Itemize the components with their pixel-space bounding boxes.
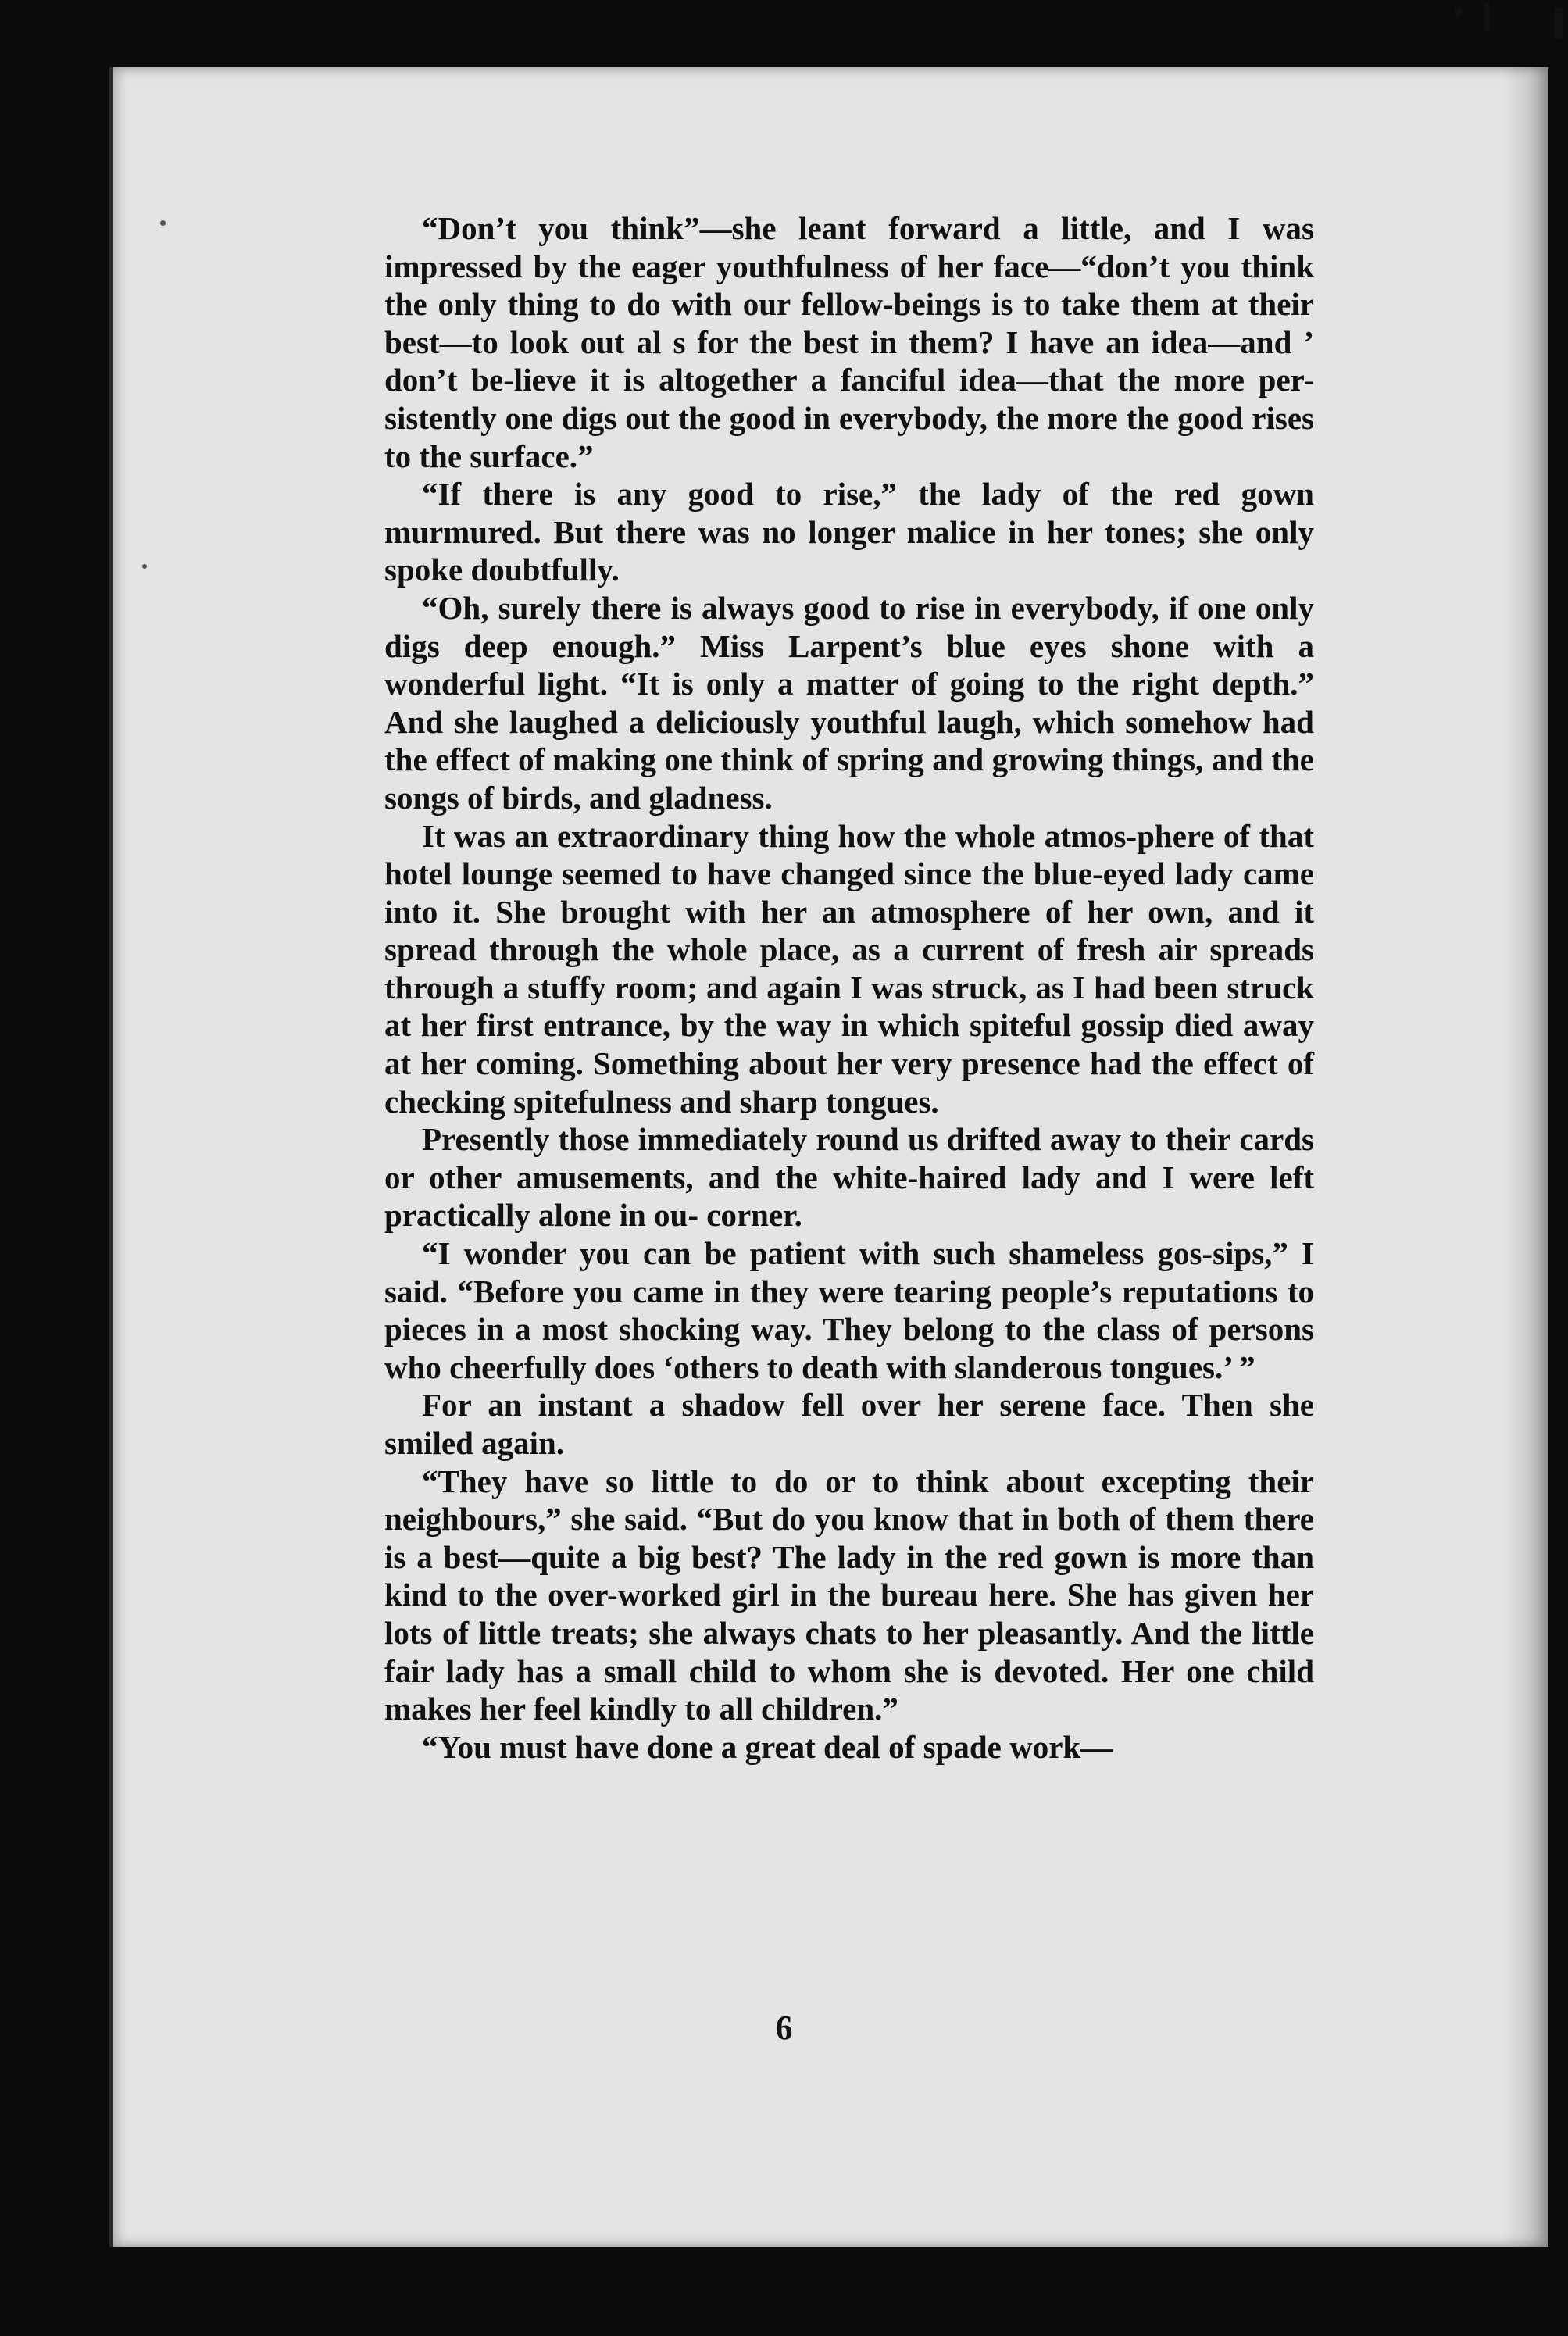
paragraph: “Oh, surely there is always good to rise in everybody, if one only digs deep enough.” Miss Larpent’s blue eyes shone with a wonderful light. “It is only a matter of going to the right depth.” And she laughed a deliciously youthful laugh, which somehow had the effect of making one think of spring and growing things, and the songs of birds, and gladness. — [384, 589, 1314, 816]
paragraph: Presently those immediately round us drifted away to their cards or other amusements, and the white-haired lady and I were left practically alone in ou- corner. — [384, 1121, 1314, 1234]
scan-speck — [1455, 6, 1463, 17]
paragraph: For an instant a shadow fell over her serene face. Then she smiled again. — [384, 1387, 1314, 1461]
scan-speck — [1555, 8, 1563, 39]
scan-speck — [160, 220, 166, 226]
paragraph: “You must have done a great deal of spade work— — [422, 1728, 1113, 1765]
paragraph: “If there is any good to rise,” the lady of the red gown murmured. But there was no longer malice in her tones; she only spoke doubtfully. — [384, 476, 1314, 588]
paragraph: It was an extraordinary thing how the whole atmos-phere of that hotel lounge seemed to have changed since the blue-eyed lady came into it. She brought with her an atmosphere of her own, and it spread through the whole place, as a current of fresh air spreads through a stuffy room; and again I was struck, as I had been struck at her first entrance, by the way in which spiteful gossip died away at her coming. Something about her very presence had the effect of checking spitefulness and sharp tongues. — [384, 817, 1314, 1120]
page-edge-shadow — [1502, 67, 1548, 2247]
page-number: 6 — [775, 2009, 793, 2047]
paragraph: “Don’t you think”—she leant forward a little, and I was impressed by the eager youthfulness of her face—“don’t you think the only thing to do with our fellow-beings is to take them at their best—to look out al s for the best in them? I have an idea—and ’ don’t be-lieve it is altogether a fanciful idea—that the more per-sistently one digs out the good in everybody, the more the good rises to the surface.” — [384, 210, 1314, 474]
scan-speck — [1484, 2, 1489, 33]
paragraph: “They have so little to do or to think about excepting their neighbours,” she said. “But do you know that in both of them there is a best—quite a big best? The lady in the red gown is more than kind to the over-worked girl in the bureau here. She has given her lots of little treats; she always chats to her pleasantly. And the little fair lady has a small child to whom she is devoted. Her one child makes her feel kindly to all children.” — [384, 1463, 1314, 1727]
body-text — [384, 209, 1314, 1766]
scan-speck — [142, 564, 147, 569]
paragraph: “I wonder you can be patient with such shameless gos-sips,” I said. “Before you came in they were tearing people’s reputations to pieces in a most shocking way. They belong to the class of persons who cheerfully does ‘others to death with slanderous tongues.’ ” — [384, 1235, 1314, 1385]
